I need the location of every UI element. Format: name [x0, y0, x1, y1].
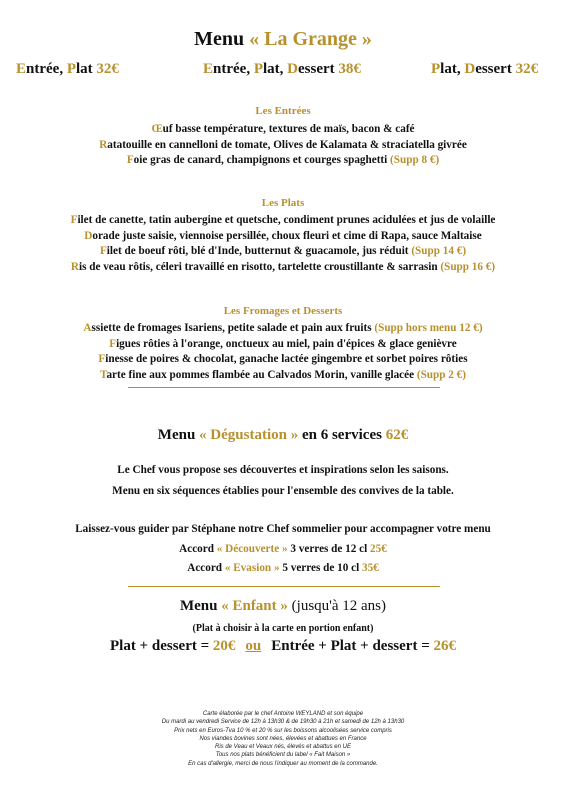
accord-decouverte	[0, 539, 566, 559]
entrees-list	[0, 122, 566, 169]
list-item	[0, 213, 566, 229]
degustation-name: « Dégustation »	[199, 427, 299, 443]
formula-initial: P	[431, 61, 441, 77]
formula-initial: D	[287, 61, 299, 77]
footer-line: Ris de Veau et Veaux nés, élevés et abattus en UE	[215, 744, 351, 751]
degustation-menu-word: Menu	[157, 427, 200, 443]
enfant-or: ou	[245, 638, 262, 654]
item-supplement: (Supp 16 €)	[440, 260, 496, 273]
enfant-price-1: 20€	[212, 638, 236, 654]
list-item	[0, 229, 566, 245]
formula-initial: P	[253, 61, 263, 77]
formula-text: lat	[76, 61, 97, 77]
formula-price: 32€	[96, 61, 119, 77]
accord-label: Accord	[179, 543, 217, 555]
item-supplement: (Supp 8 €)	[390, 154, 440, 166]
fromages-list	[0, 321, 566, 383]
item-text: uf basse température, textures de maïs, bacon & café	[162, 123, 415, 135]
formula-entree-plat-dessert	[203, 61, 361, 78]
enfant-name: « Enfant »	[221, 598, 288, 614]
item-text: oie gras de canard, champignons et courges spaghetti	[133, 154, 391, 166]
footer-line: En cas d'allergie, merci de nous l'indiquer au moment de la commande.	[188, 760, 378, 767]
enfant-price-2: 26€	[433, 638, 457, 654]
item-text: orade juste saisie, viennoise persillée, choux fleuri et cime di Rapa, sauce Maltaise	[92, 229, 482, 242]
footer-notes	[0, 710, 566, 768]
item-text: is de veau rôtis, céleri travaillé en risotto, tartelette croustillante & sarrasin	[78, 260, 441, 273]
item-initial: R	[99, 138, 108, 151]
degustation-line-2: Menu en six séquences établies pour l'ensemble des convives de la table.	[112, 485, 454, 497]
formula-text: essert	[475, 61, 516, 77]
footer-line: Nos viandes bovines sont nées, élevées et abattues en France	[199, 735, 367, 742]
formula-text: ntrée,	[213, 61, 254, 77]
formula-text: ntrée,	[26, 61, 67, 77]
formula-price: 38€	[338, 61, 361, 77]
accord-name: « Evasion »	[224, 562, 280, 574]
item-supplement: (Supp hors menu 12 €)	[374, 322, 483, 334]
footer-line: Prix nets en Euros-Tva 10 % et 20 % sur les boissons alcoolisées service compris	[174, 727, 392, 734]
enfant-menu-word: Menu	[179, 598, 222, 614]
item-initial: F	[109, 337, 117, 350]
list-item	[0, 122, 566, 138]
enfant-title	[0, 598, 566, 615]
formula-initial: D	[464, 61, 476, 77]
menu-title	[0, 28, 566, 51]
item-initial: F	[99, 245, 107, 257]
formula-plat-dessert	[431, 61, 538, 78]
list-item	[0, 337, 566, 353]
formula-initial: P	[66, 61, 76, 77]
formula-price: 32€	[515, 61, 539, 77]
list-item	[0, 352, 566, 368]
formula-initial: E	[16, 61, 27, 77]
item-initial: D	[84, 229, 93, 242]
enfant-subtitle: (Plat à choisir à la carte en portion enfant)	[192, 623, 374, 634]
item-initial: F	[126, 154, 134, 166]
item-initial: Œ	[151, 123, 163, 135]
formula-text: essert	[298, 61, 339, 77]
plats-list	[0, 213, 566, 275]
menu-title-name: « La Grange »	[249, 28, 372, 50]
item-text: ssiette de fromages Isariens, petite salade et pain aux fruits	[91, 322, 375, 334]
list-item	[0, 138, 566, 154]
degustation-title	[0, 427, 566, 444]
formula-prices	[0, 61, 566, 81]
accord-price: 25€	[370, 543, 387, 555]
enfant-option-1: Plat + dessert =	[109, 638, 213, 654]
enfant-age: (jusqu'à 12 ans)	[287, 598, 387, 614]
item-initial: F	[98, 353, 106, 365]
enfant-prices	[0, 638, 566, 655]
formula-text: lat,	[440, 61, 465, 77]
formula-entree-plat	[16, 61, 119, 78]
item-text: inesse de poires & chocolat, ganache lactée gingembre et sorbet poires rôties	[105, 353, 468, 365]
divider	[128, 586, 440, 587]
degustation-line-1: Le Chef vous propose ses découvertes et inspirations selon les saisons.	[117, 464, 449, 476]
accord-evasion	[0, 558, 566, 578]
item-supplement: (Supp 14 €)	[411, 245, 467, 257]
footer-line: Du mardi au vendredi Service de 12h à 13h30 & de 19h30 à 21h et samedi de 12h à 13h30	[161, 719, 405, 726]
degustation-services: en 6 services	[298, 427, 386, 443]
accord-detail: 5 verres de 10 cl	[279, 562, 362, 574]
list-item	[0, 321, 566, 337]
section-heading-plats: Les Plats	[261, 197, 305, 209]
formula-text: lat,	[263, 61, 288, 77]
item-initial: F	[70, 214, 78, 226]
accord-name: « Découverte »	[216, 543, 288, 555]
list-item	[0, 244, 566, 260]
footer-line: Tous nos plats bénéficient du label « Fait Maison »	[215, 752, 351, 759]
menu-title-word: Menu	[194, 28, 245, 50]
formula-initial: E	[203, 61, 214, 77]
item-initial: A	[83, 322, 92, 334]
section-heading-fromages-desserts: Les Fromages et Desserts	[223, 305, 343, 317]
degustation-line-3: Laissez-vous guider par Stéphane notre Chef sommelier pour accompagner votre menu	[75, 523, 491, 535]
item-text: arte fine aux pommes flambée au Calvados Morin, vanille glacée	[106, 368, 417, 381]
section-heading-entrees: Les Entrées	[255, 105, 311, 117]
accord-price: 35€	[361, 562, 379, 574]
list-item	[0, 153, 566, 169]
enfant-option-2: Entrée + Plat + dessert =	[271, 638, 434, 654]
footer-line: Carte élaborée par le chef Antoine WEYLAND et son équipe	[202, 711, 364, 717]
item-supplement: (Supp 2 €)	[416, 368, 466, 381]
divider	[128, 387, 440, 388]
degustation-price: 62€	[385, 427, 409, 443]
item-text: atatouille en cannelloni de tomate, Olives de Kalamata & straciatella givrée	[107, 138, 467, 151]
item-initial: T	[100, 368, 107, 381]
item-text: igues rôties à l'orange, onctueux au miel, pain d'épices & glace genièvre	[116, 337, 457, 350]
accord-label: Accord	[187, 562, 225, 574]
list-item	[0, 368, 566, 384]
accord-detail: 3 verres de 12 cl	[287, 543, 371, 555]
item-text: ilet de canette, tatin aubergine et quetsche, condiment prunes acidulées et jus de volaille	[77, 214, 496, 226]
item-text: ilet de boeuf rôti, blé d'Inde, butternut & guacamole, jus réduit	[106, 245, 412, 257]
list-item	[0, 260, 566, 276]
item-initial: R	[70, 260, 79, 273]
